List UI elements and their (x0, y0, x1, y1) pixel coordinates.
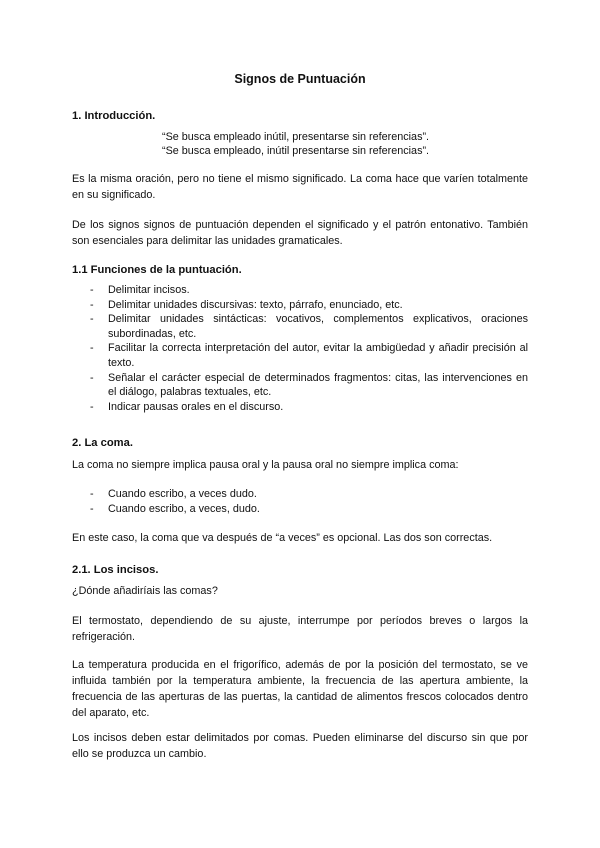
intro-paragraph-2: De los signos signos de puntuación dependen el significado y el patrón entonativo. También son esenciales para delimitar las unidades gramaticales. (72, 219, 528, 247)
example-quote-1: “Se busca empleado inútil, presentarse sin referencias”. (162, 131, 430, 143)
coma-examples-list (72, 487, 528, 516)
list-item: - Indicar pausas orales en el discurso. (72, 400, 528, 415)
section-heading-incisos: 2.1. Los incisos. (72, 564, 159, 576)
list-item: - Delimitar unidades discursivas: texto, párrafo, enunciado, etc. (72, 298, 528, 313)
list-item: - Cuando escribo, a veces, dudo. (72, 502, 528, 517)
incisos-question: ¿Dónde añadiríais las comas? (72, 585, 218, 597)
list-item: - Cuando escribo, a veces dudo. (72, 487, 528, 502)
incisos-paragraph-2: La temperatura producida en el frigorífico, además de por la posición del termostato, se ve influida también por la temperatura ambiente, la frecuencia de las apertura ambiente, la frecuencia de las aperturas de las puertas, la cantidad de alimentos frescos colocados dentro del aparato, etc. (72, 659, 528, 719)
functions-list (72, 283, 528, 414)
intro-paragraph-1: Es la misma oración, pero no tiene el mismo significado. La coma hace que varíen totalmente en su significado. (72, 173, 528, 201)
example-quote-2: “Se busca empleado, inútil presentarse sin referencias”. (162, 145, 430, 157)
incisos-paragraph-3: Los incisos deben estar delimitados por comas. Pueden eliminarse del discurso sin que por ello se produzca un cambio. (72, 732, 528, 760)
list-item: - Facilitar la correcta interpretación del autor, evitar la ambigüedad y añadir precisión al texto. (72, 341, 528, 370)
coma-explanation-paragraph: En este caso, la coma que va después de “a veces” es opcional. Las dos son correctas. (72, 532, 493, 544)
section-heading-funciones: 1.1 Funciones de la puntuación. (72, 264, 242, 276)
section-heading-la-coma: 2. La coma. (72, 437, 133, 449)
incisos-paragraph-1: El termostato, dependiendo de su ajuste, interrumpe por períodos breves o largos la refrigeración. (72, 615, 528, 643)
page-title: Signos de Puntuación (234, 72, 366, 86)
section-heading-introduccion: 1. Introducción. (72, 110, 156, 122)
list-item: - Señalar el carácter especial de determinados fragmentos: citas, las intervenciones en el diálogo, palabras textuales, etc. (72, 371, 528, 400)
list-item: - Delimitar incisos. (72, 283, 528, 298)
list-item: - Delimitar unidades sintácticas: vocativos, complementos explicativos, oraciones subordinadas, etc. (72, 312, 528, 341)
coma-intro-paragraph: La coma no siempre implica pausa oral y la pausa oral no siempre implica coma: (72, 459, 459, 471)
